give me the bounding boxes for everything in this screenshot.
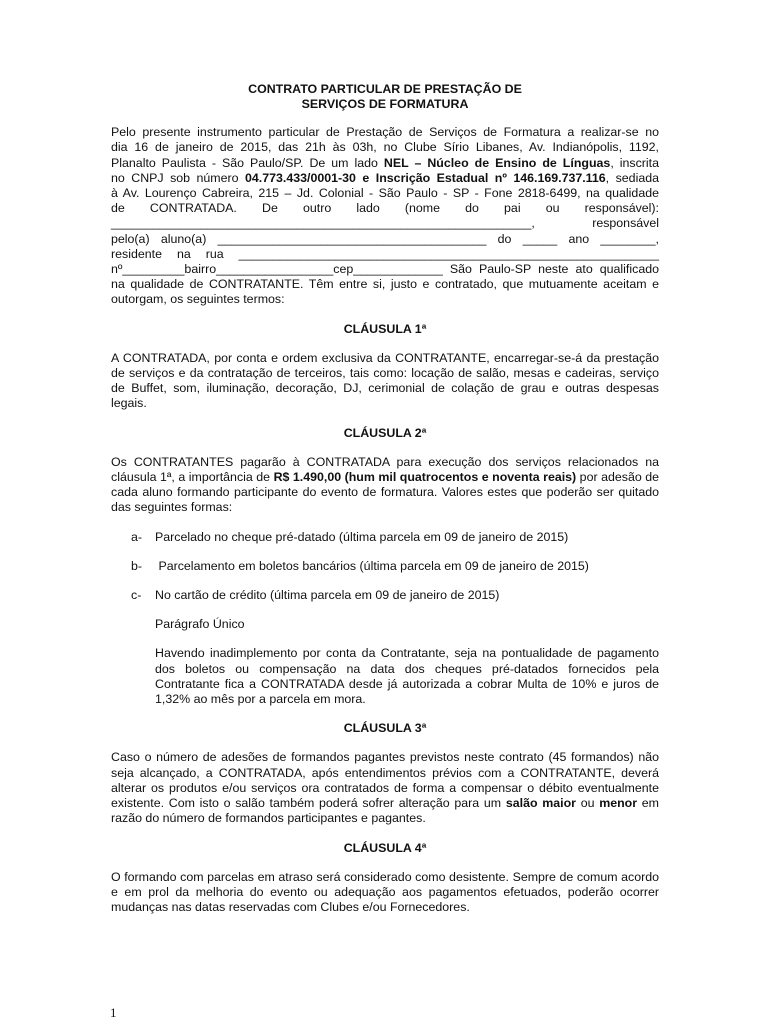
clause-3-heading: CLÁUSULA 3ª [343, 721, 427, 736]
page-number: 1 [110, 1005, 117, 1020]
intro-line-12: outorgam, os seguintes termos: [111, 292, 285, 307]
company-registration: 04.773.433/0001-30 e Inscrição Estadual nº 146.169.737.116 [245, 170, 606, 185]
title-line-2: SERVIÇOS DE FORMATURA [301, 96, 469, 111]
document-title [111, 82, 659, 111]
intro-line-7 [111, 216, 659, 231]
clause-3-text-c: ou [575, 796, 600, 811]
document-body [111, 82, 659, 915]
parent-name-blank: _____________________________________________________________, [111, 216, 535, 231]
clause-2-amount: R$ 1.490,00 (hum mil quatrocentos e noventa reais) [273, 470, 577, 485]
payment-option-a [111, 530, 659, 545]
clause-3-text-a: Caso o número de adesões de formandos pagantes previstos neste contrato (45 formandos) não seja alcançado, a CONTRATADA, após entendimentos prévios com a CONTRATANTE, deverá alterar os produtos e/ou serviços ora contratados de forma a compensar o débito eventualmente existente. Com isto o salão também poderá sofrer alteração para um [111, 750, 659, 811]
intro-line-7-b: responsável [592, 216, 659, 231]
clause-3-text [111, 750, 659, 826]
intro-line-4-c: , sediada [605, 170, 659, 185]
clause-4-text: O formando com parcelas em atraso será considerado como desistente. Sempre de comum acordo e em prol da melhoria do evento ou adequação aos pagamentos efetuados, poderão ocorrer mudanças nas datas reservadas com Clubes e/ou Fornecedores. [111, 869, 659, 915]
payment-option-text: Parcelamento em boletos bancários (última parcela em 09 de janeiro de 2015) [155, 558, 589, 573]
payment-option-letter: b- [131, 558, 143, 573]
intro-paragraph [111, 125, 659, 307]
company-name: NEL – Núcleo de Ensino de Línguas [383, 155, 611, 170]
clause-3-text-e: em razão do número de formandos participantes e pagantes. [111, 796, 660, 826]
payment-option-c [111, 588, 659, 603]
title-line-1: CONTRATO PARTICULAR DE PRESTAÇÃO DE [248, 82, 522, 96]
clause-1-heading: CLÁUSULA 1ª [343, 321, 427, 336]
clause-4-heading: CLÁUSULA 4ª [343, 840, 427, 855]
payment-option-text: Parcelado no cheque pré-datado (última parcela em 09 de janeiro de 2015) [155, 529, 569, 544]
intro-line-3-c: , inscrita [610, 155, 659, 170]
payment-option-text: No cartão de crédito (última parcela em 09 de janeiro de 2015) [155, 588, 500, 603]
clause-2-text [111, 455, 659, 516]
sole-paragraph-title: Parágrafo Único [155, 617, 245, 632]
intro-line-5: à Av. Lourenço Cabreira, 215 – Jd. Colonial - São Paulo - SP - Fone 2818-6499, na qualidade [111, 186, 659, 200]
intro-line-10: nº_________bairro_________________cep_____________ São Paulo-SP neste ato qualificado [111, 262, 659, 277]
intro-line-11: na qualidade de CONTRATANTE. Têm entre si, justo e contratado, que mutuamente aceitam e [111, 277, 659, 292]
intro-line-8: pelo(a) aluno(a) _______________________________________ do _____ ano ________, [111, 231, 659, 246]
clause-2-heading: CLÁUSULA 2ª [343, 425, 427, 440]
intro-line-4-a: no CNPJ sob número [111, 170, 246, 185]
intro-line-1: Pelo presente instrumento particular de Prestação de Serviços de Formatura a realizar-se no [111, 125, 659, 140]
payment-option-letter: c- [131, 588, 142, 603]
clause-2-text-a: Os CONTRATANTES pagarão à CONTRATADA para execução dos serviços relacionados na cláusula 1ª, a importância de [111, 454, 659, 485]
intro-line-6: de CONTRATADA. De outro lado (nome do pai ou responsável): [111, 201, 659, 216]
intro-line-2: dia 16 de janeiro de 2015, das 21h às 03h, no Clube Sírio Libanes, Av. Indianópolis, 1192, [111, 140, 659, 155]
intro-line-9: residente na rua _____________________________________________________________ [111, 246, 659, 261]
clause-3-bold-larger: salão maior [505, 796, 576, 811]
sole-paragraph-text: Havendo inadimplemento por conta da Contratante, seja na pontualidade de pagamento dos boletos ou compensação na data dos cheques pré-datados fornecidos pela Contratante fica a CONTRATADA desde já autorizada a cobrar Multa de 10% e juros de 1,32% ao mês por a parcela em mora. [155, 646, 659, 707]
clause-1-text: A CONTRATADA, por conta e ordem exclusiva da CONTRATANTE, encarregar-se-á da prestação de serviços e da contratação de terceiros, tais como: locação de salão, mesas e cadeiras, serviço de Buffet, som, iluminação, decoração, DJ, cerimonial de colação de grau e outras despesas legais. [111, 350, 659, 411]
payment-option-b [111, 559, 659, 574]
clause-3-bold-smaller: menor [599, 796, 638, 811]
intro-line-3-a: Planalto Paulista - São Paulo/SP. De um lado [111, 155, 384, 170]
payment-option-letter: a- [131, 529, 143, 544]
clause-2-text-c: por adesão de cada aluno formando participante do evento de formatura. Valores estes que poderão ser quitado das seguintes formas: [111, 470, 659, 515]
intro-line-4 [111, 171, 659, 186]
intro-line-3 [111, 156, 659, 171]
